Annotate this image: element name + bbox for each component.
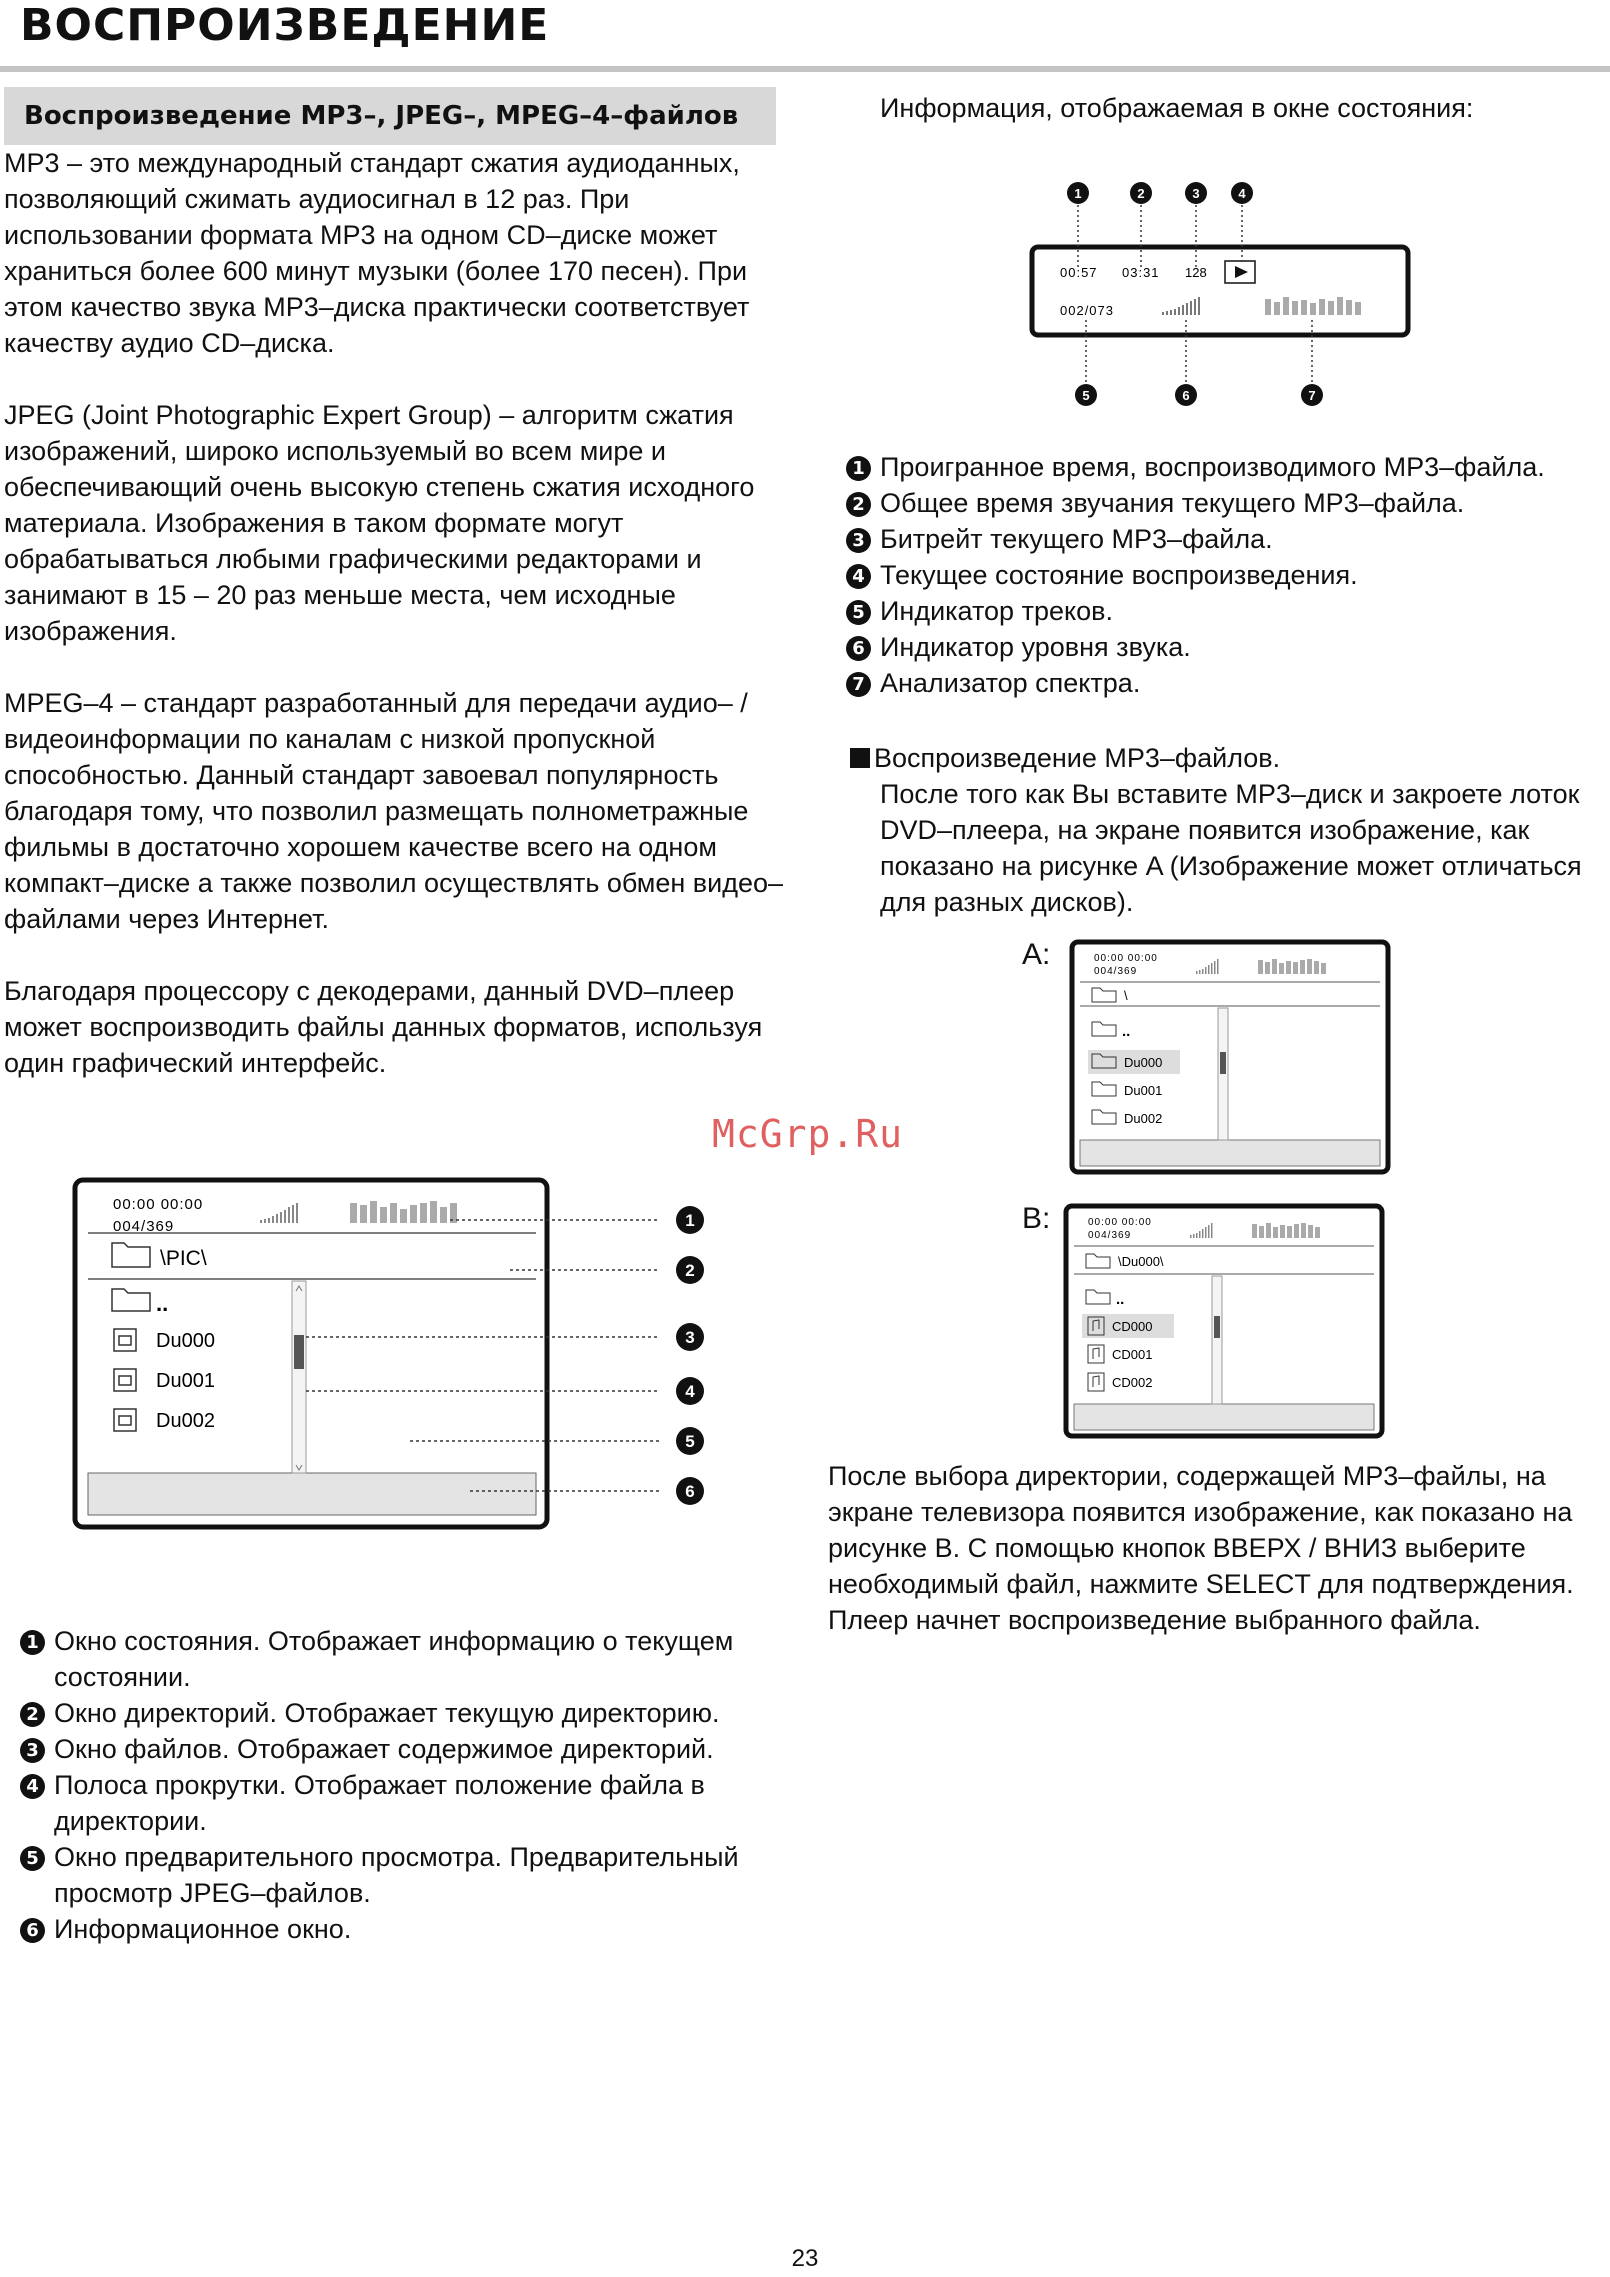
- status-window-figure: [1020, 175, 1420, 415]
- status-track: 004/369: [1094, 966, 1138, 977]
- watermark: McGrp.Ru: [712, 1112, 904, 1156]
- elapsed-time: 00:57: [1060, 265, 1098, 280]
- callout-number: 3: [685, 1328, 695, 1347]
- parent-folder[interactable]: ..: [1122, 1023, 1131, 1040]
- track-indicator: 002/073: [1060, 303, 1114, 318]
- legend-item: 3 Окно файлов. Отображает содержимое директорий.: [20, 1731, 790, 1767]
- legend-item: 1 Проигранное время, воспроизводимого MP3–файла.: [846, 449, 1606, 485]
- browser-interface-figure: [70, 1175, 710, 1535]
- file-item[interactable]: Du001: [156, 1370, 215, 1392]
- folder-item[interactable]: Du000: [1124, 1055, 1163, 1070]
- legend-item: 4 Текущее состояние воспроизведения.: [846, 557, 1606, 593]
- mp3-description: После того как Вы вставите MP3–диск и закроете лоток DVD–плеера, на экране появится изображение, как показано на рисунке A (Изображение может отличаться для разных дисков).: [880, 779, 1582, 917]
- directory-selection-text: После выбора директории, содержащей MP3–файлы, на экране телевизора появится изображение, как показано на рисунке B. С помощью кнопок ВВЕРХ / ВНИЗ выберите необходимый файл, нажмите SELECT для подтверждения. Плеер начнет воспроизведение выбранного файла.: [828, 1461, 1574, 1635]
- page-number: 23: [791, 2245, 819, 2272]
- scrollbar[interactable]: [292, 1281, 306, 1473]
- status-window-frame: [1032, 247, 1408, 335]
- left-column: [4, 145, 794, 1117]
- title-rule: [0, 66, 1610, 72]
- mp3-playback-section: [850, 740, 1610, 920]
- figure-b-label: B:: [1022, 1202, 1051, 1235]
- legend-item: 7 Анализатор спектра.: [846, 665, 1606, 701]
- directory-path: \: [1124, 988, 1128, 1003]
- status-track: 004/369: [113, 1218, 175, 1235]
- legend-item: 2 Общее время звучания текущего MP3–файла.: [846, 485, 1606, 521]
- callout-number: 4: [685, 1382, 695, 1401]
- paragraph-mp3: MP3 – это международный стандарт сжатия аудиоданных, позволяющий сжимать аудиосигнал в 12 раз. При использовании формата MP3 на одном CD–диске может храниться более 600 минут музыки (более 170 песен). При этом качество звука MP3–диска практически соответствует качеству аудио CD–диска.: [4, 148, 750, 358]
- status-time: 00:00 00:00: [1094, 953, 1158, 964]
- file-item[interactable]: CD001: [1112, 1347, 1153, 1362]
- callout-number: 1: [685, 1211, 695, 1230]
- callout-number: 5: [1082, 388, 1090, 403]
- play-icon: [1225, 261, 1255, 283]
- folder-item[interactable]: Du001: [1124, 1083, 1163, 1098]
- figure-b-screen: [1062, 1202, 1388, 1442]
- callout-number: 2: [685, 1261, 695, 1280]
- legend-item: 3 Битрейт текущего MP3–файла.: [846, 521, 1606, 557]
- total-time: 03:31: [1122, 265, 1160, 280]
- status-time: 00:00 00:00: [1088, 1217, 1152, 1228]
- legend-item: 2 Окно директорий. Отображает текущую директорию.: [20, 1695, 790, 1731]
- square-bullet-icon: [850, 748, 870, 768]
- legend-item: 6 Индикатор уровня звука.: [846, 629, 1606, 665]
- callout-number: 2: [1137, 186, 1145, 201]
- scrollbar[interactable]: [1218, 1008, 1228, 1140]
- callout-number: 6: [1182, 388, 1190, 403]
- status-window-caption: Информация, отображаемая в окне состояния:: [880, 93, 1474, 123]
- scrollbar[interactable]: [1212, 1276, 1222, 1404]
- callout-number: 4: [1238, 186, 1246, 201]
- legend-item: 5 Индикатор треков.: [846, 593, 1606, 629]
- directory-path: \PIC\: [160, 1247, 207, 1270]
- legend-item: 6 Информационное окно.: [20, 1911, 790, 1947]
- parent-folder[interactable]: ..: [156, 1291, 169, 1316]
- legend-item: 1 Окно состояния. Отображает информацию о текущем состоянии.: [20, 1623, 790, 1695]
- info-window: [1080, 1140, 1380, 1166]
- directory-path: \Du000\: [1118, 1254, 1164, 1269]
- paragraph-mpeg4: MPEG–4 – стандарт разработанный для передачи аудио– / видеоинформации по каналам с низкой пропускной способностью. Данный стандарт завоевал популярность благодаря тому, что позволил размещать полнометражные фильмы в достаточно хорошем качестве всего на одном компакт–диске а также позволил осуществлять обмен видео–файлами через Интернет.: [4, 688, 784, 934]
- legend-item: 4 Полоса прокрутки. Отображает положение файла в директории.: [20, 1767, 790, 1839]
- file-item[interactable]: Du000: [156, 1330, 215, 1352]
- left-legend: [20, 1623, 790, 1947]
- file-item[interactable]: Du002: [156, 1410, 215, 1432]
- file-item[interactable]: CD002: [1112, 1375, 1153, 1390]
- callout-number: 3: [1192, 186, 1200, 201]
- folder-item[interactable]: Du002: [1124, 1111, 1163, 1126]
- info-window: [88, 1473, 536, 1515]
- figure-a-screen: [1068, 938, 1394, 1178]
- legend-item: 5 Окно предварительного просмотра. Предварительный просмотр JPEG–файлов.: [20, 1839, 790, 1911]
- bitrate: 128: [1185, 265, 1207, 280]
- callout-markers: [676, 1206, 704, 1505]
- paragraph-jpeg: JPEG (Joint Photographic Expert Group) – алгоритм сжатия изображений, широко используемый во всем мире и обеспечивающий очень высокую степень сжатия исходного материала. Изображения в таком формате могут обрабатываться любыми графическими редакторами и занимают в 15 – 20 раз меньше места, чем исходные изображения.: [4, 400, 755, 646]
- status-time: 00:00 00:00: [113, 1196, 204, 1213]
- status-legend: [846, 449, 1606, 701]
- page-title: ВОСПРОИЗВЕДЕНИЕ: [20, 0, 550, 51]
- callout-number: 5: [685, 1432, 695, 1451]
- file-item[interactable]: CD000: [1112, 1319, 1153, 1334]
- callout-number: 6: [685, 1482, 695, 1501]
- status-track: 004/369: [1088, 1230, 1132, 1241]
- mp3-heading: Воспроизведение MP3–файлов.: [850, 740, 1610, 776]
- callout-number: 7: [1308, 388, 1316, 403]
- paragraph-processor: Благодаря процессору с декодерами, данный DVD–плеер может воспроизводить файлы данных форматов, используя один графический интерфейс.: [4, 976, 763, 1078]
- section-title: Воспроизведение MP3–, JPEG–, MPEG–4–файлов: [4, 87, 776, 145]
- callout-number: 1: [1074, 186, 1082, 201]
- info-window: [1074, 1404, 1374, 1430]
- parent-folder[interactable]: ..: [1116, 1291, 1125, 1308]
- figure-a-label: A:: [1022, 938, 1051, 971]
